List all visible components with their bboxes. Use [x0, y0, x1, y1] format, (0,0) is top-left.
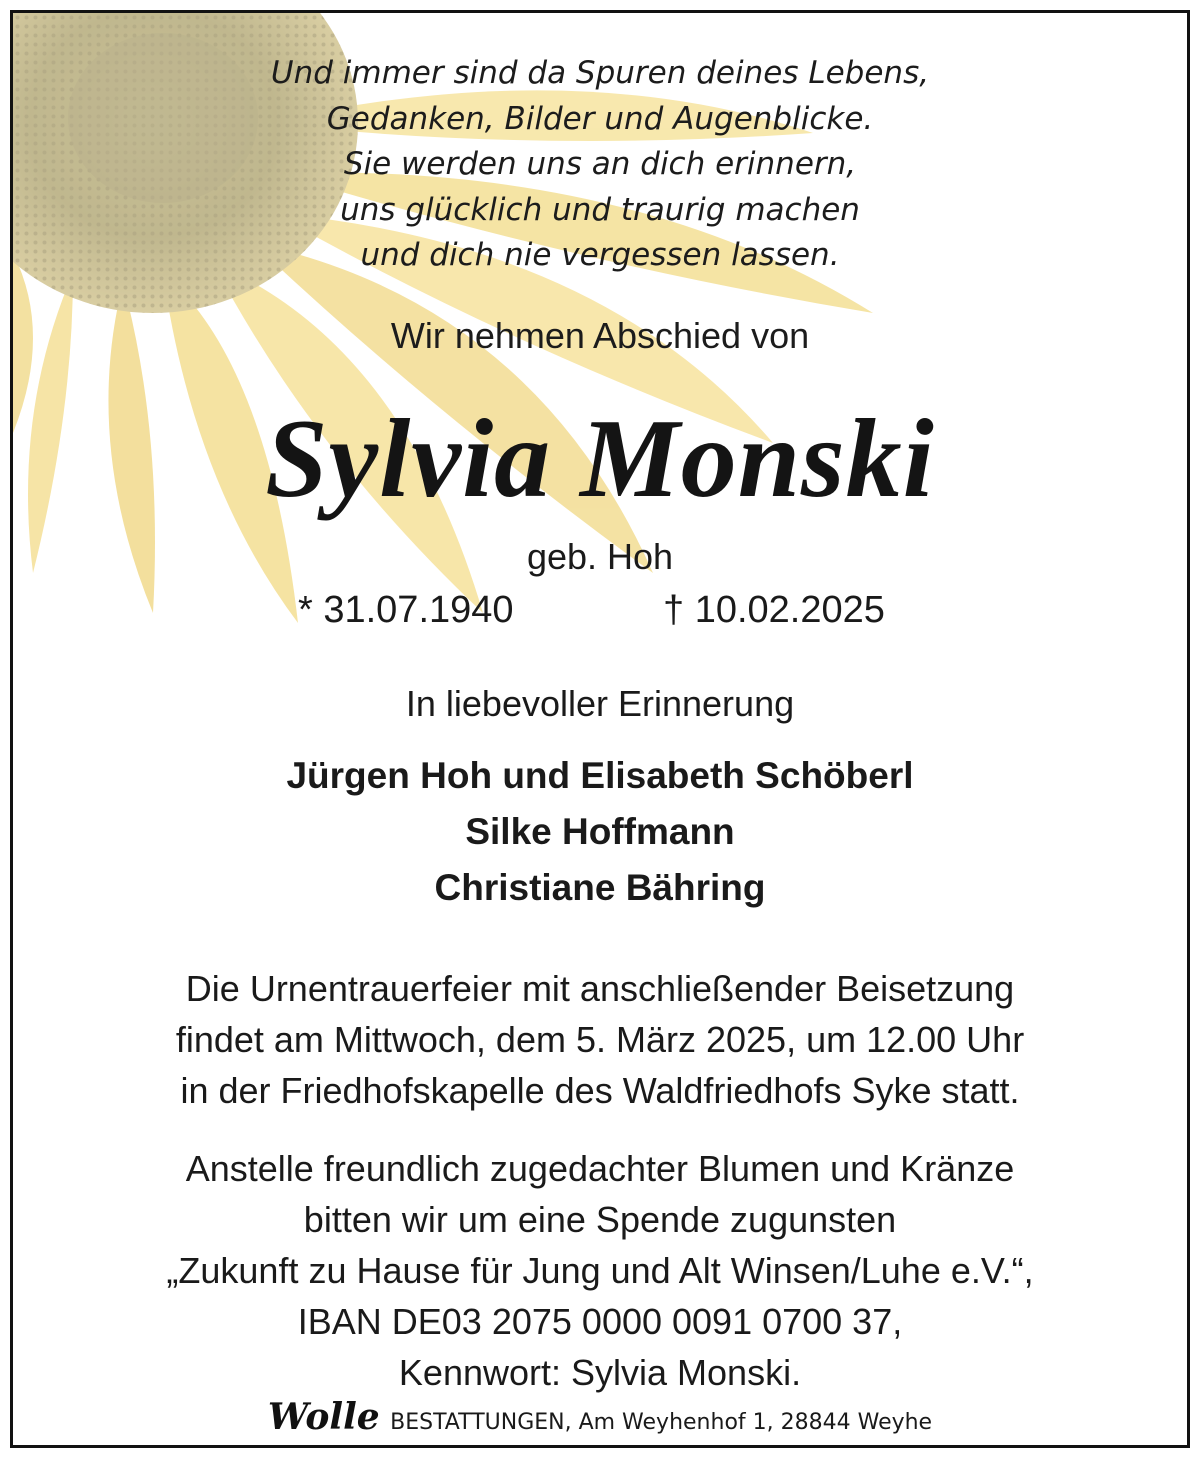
donation-line: Anstelle freundlich zugedachter Blumen und Kränze	[185, 1148, 1015, 1189]
memory-line: In liebevoller Erinnerung	[405, 683, 795, 724]
poem-line: Und immer sind da Spuren deines Lebens,	[270, 55, 930, 91]
poem-line: uns glücklich und traurig machen	[340, 191, 860, 228]
service-info	[13, 963, 1187, 1116]
mourner-name: Jürgen Hoh und Elisabeth Schöberl	[286, 755, 914, 796]
donation-line: bitten wir um eine Spende zugunsten	[303, 1199, 897, 1240]
service-line: in der Friedhofskapelle des Waldfriedhofs Syke statt.	[180, 1070, 1020, 1111]
memorial-poem	[13, 51, 1187, 279]
farewell-intro: Wir nehmen Abschied von	[390, 315, 810, 356]
mourner-name: Christiane Bähring	[434, 867, 766, 908]
deceased-name: Sylvia Monski	[265, 397, 935, 521]
service-line: Die Urnentrauerfeier mit anschließender Beisetzung	[185, 968, 1015, 1009]
birth-name: geb. Hoh	[526, 536, 674, 577]
undertaker-address: BESTATTUNGEN, Am Weyhenhof 1, 28844 Weyhe	[390, 1410, 933, 1435]
birth-date: * 31.07.1940	[298, 589, 514, 631]
poem-line: Sie werden uns an dich erinnern,	[343, 146, 857, 182]
undertaker-logo: Wolle	[267, 1396, 380, 1438]
donation-line: IBAN DE03 2075 0000 0091 0700 37,	[297, 1301, 903, 1342]
donation-info	[13, 1143, 1187, 1398]
donation-line: „Zukunft zu Hause für Jung und Alt Winsen/Luhe e.V.“,	[166, 1250, 1034, 1291]
life-dates	[13, 589, 1187, 639]
service-line: findet am Mittwoch, dem 5. März 2025, um 12.00 Uhr	[175, 1019, 1025, 1060]
obituary-card	[10, 10, 1190, 1448]
death-date: † 10.02.2025	[663, 589, 885, 631]
poem-line: Gedanken, Bilder und Augenblicke.	[326, 100, 874, 137]
mourners-list	[13, 748, 1187, 916]
donation-line: Kennwort: Sylvia Monski.	[398, 1352, 802, 1393]
undertaker-footer	[13, 1396, 1187, 1438]
mourner-name: Silke Hoffmann	[465, 811, 735, 852]
poem-line: und dich nie vergessen lassen.	[360, 237, 840, 273]
